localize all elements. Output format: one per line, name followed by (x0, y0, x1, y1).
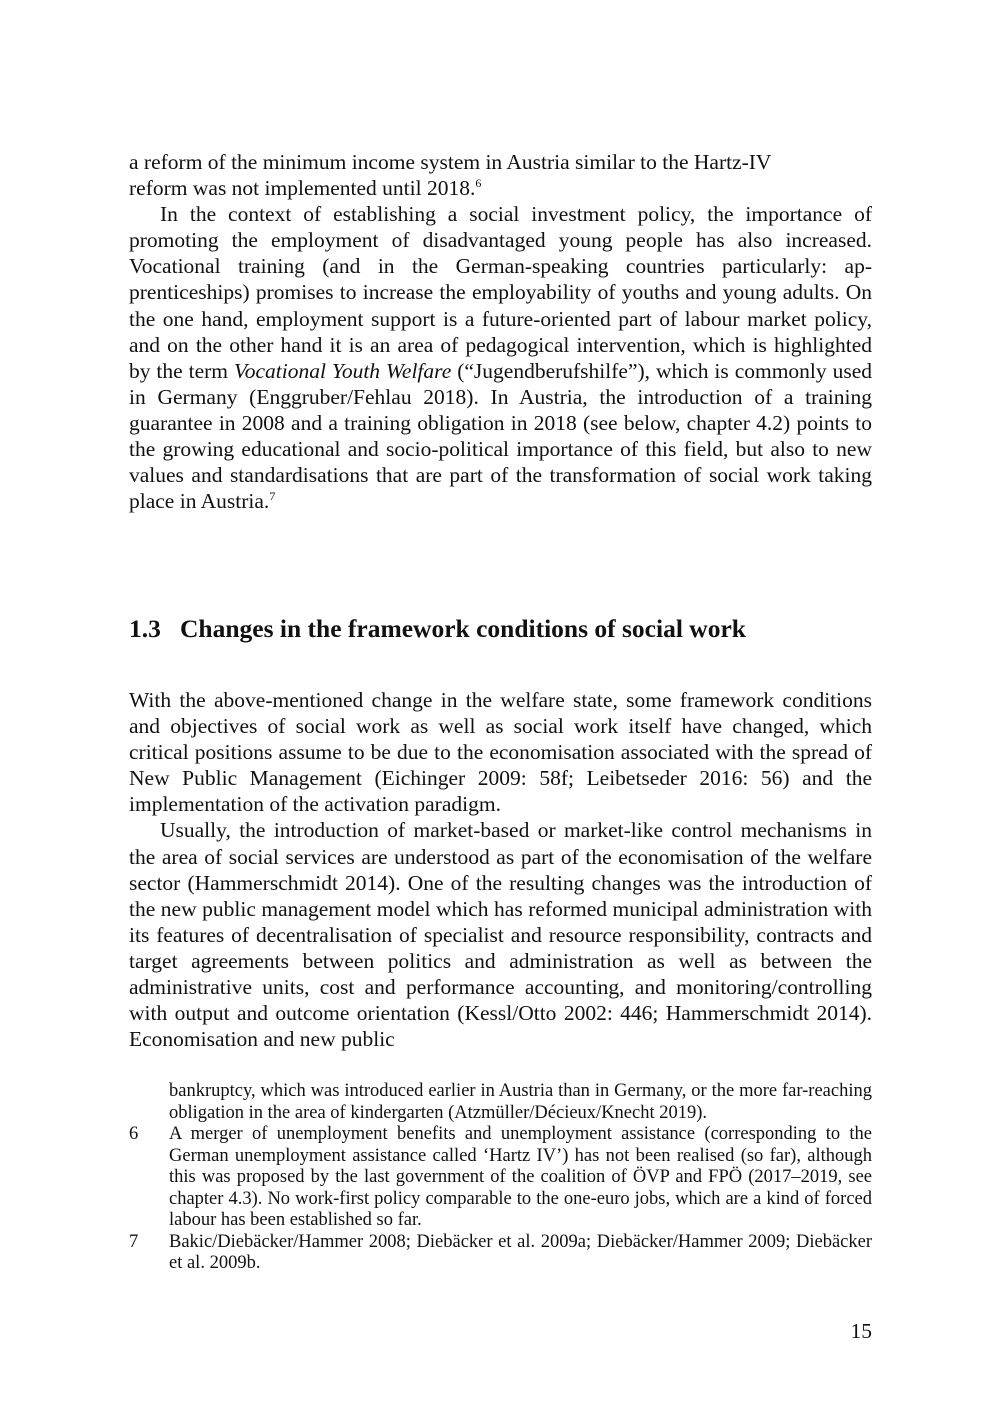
text-line: reform was not implemented until 2018. (129, 176, 476, 201)
text-line: a reform of the minimum income system in Austria similar to the Hartz-IV (129, 150, 772, 174)
page-number: 15 (850, 1319, 872, 1343)
footnote-text: bankruptcy, which was introduced earlier in Austria than in Germany, or the more far-reaching obligation in the area of kindergarten (Atzmüller/Décieux/Knecht 2019). (169, 1081, 872, 1123)
italic-term: Vocational Youth Welfare (233, 358, 452, 383)
section-heading (129, 612, 872, 646)
text-run: In the context of establishing a social investment policy, the importance of promoting the employment of disadvantaged young people has also increased. Vocational training (and in the German-speaking countries particularly: apprenticeships) promises to increase the employability of youths and young adults. On the one hand, employment support is a future-oriented part of labour market policy, and on the other hand it is an area of pedagogical intervention, which is highlighted by the term (129, 202, 872, 383)
footnote-text: Bakic/Diebäcker/Hammer 2008; Diebäcker et al. 2009a; Diebäcker/Hammer 2009; Diebäcker et al. 2009b. (169, 1231, 872, 1273)
section-title: Changes in the framework conditions of social work (180, 614, 746, 643)
section-text-bottom (129, 687, 872, 1052)
footnote-6 (129, 1124, 872, 1232)
footnote-ref-7: 7 (269, 489, 276, 504)
footnotes (129, 1081, 872, 1275)
text-run: (“Jugendberufshilfe”), which is commonly used in Germany (Enggruber/Fehlau 2018). In Austria, the introduction of a training guarantee in 2008 and a training obligation in 2018 (see below, chapter 4.2) points to the growing educational and socio-political importance of this field, but also to new values and standardisations that are part of the transformation of social work taking place in Austria. (129, 358, 872, 514)
paragraph: Usually, the introduction of market-based or market-like control mechanisms in the area of social services are understood as part of the economisation of the welfare sector (Hammerschmidt 2014). One of the resulting changes was the introduction of the new public management model which has reformed municipal administration with its features of decentralisation of specialist and resource responsibility, contracts and target agreements between politics and administration as well as between the administrative units, cost and performance accounting, and monitoring/controlling with output and outcome orientation (Kessl/Otto 2002: 446; Hammerschmidt 2014). Economisation and new public (129, 818, 872, 1052)
footnote-text: A merger of unemployment benefits and unemployment assistance (corresponding to the German unemployment assistance called ‘Hartz IV’) has not been realised (so far), although this was proposed by the last government of the coalition of ÖVP and FPÖ (2017–2019, see chapter 4.3). No work-first policy comparable to the one-euro jobs, which are a kind of forced labour has been established so far. (169, 1124, 872, 1230)
footnote-number: 6 (129, 1124, 139, 1144)
paragraph-continued (129, 149, 872, 201)
paragraph: With the above-mentioned change in the welfare state, some framework conditions and objectives of social work as well as social work itself have changed, which critical positions assume to be due to the economisation associated with the spread of New Public Management (Eichinger 2009: 58f; Leibetseder 2016: 56) and the implementation of the activation paradigm. (129, 688, 872, 817)
footnote-number: 7 (129, 1231, 139, 1252)
paragraph-vocational-training (129, 201, 872, 514)
footnote-continued (129, 1081, 872, 1124)
section-number: 1.3 (129, 614, 161, 643)
section-text-top (129, 149, 872, 514)
footnote-7 (129, 1232, 872, 1275)
footnote-ref-6: 6 (475, 176, 482, 191)
